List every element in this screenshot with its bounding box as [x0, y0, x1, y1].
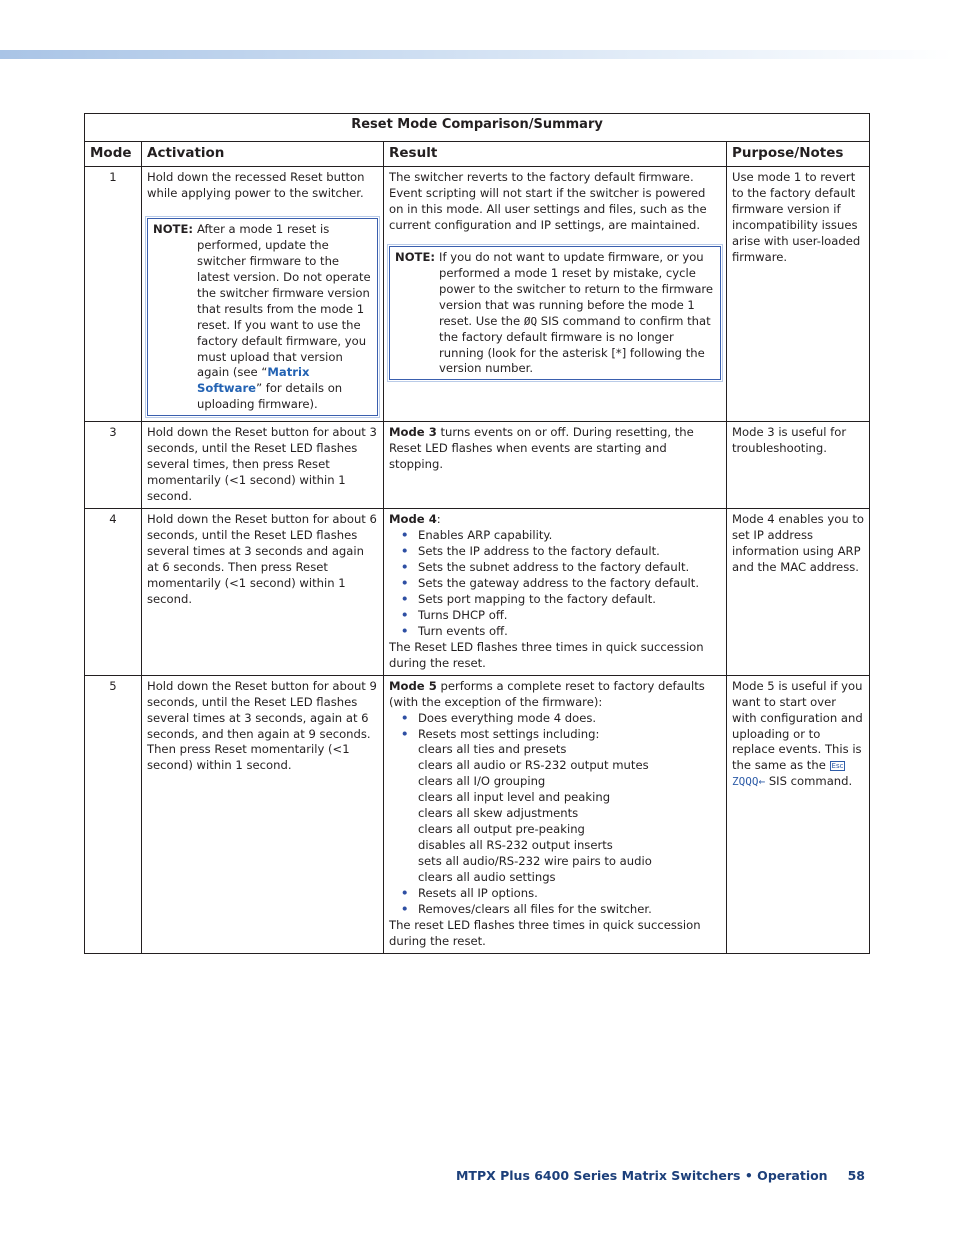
bullet-icon: •: [401, 726, 409, 741]
table-caption: Reset Mode Comparison/Summary: [85, 114, 870, 142]
sis-command: ØQ: [523, 314, 538, 328]
list-item: • Enables ARP capability.: [401, 528, 553, 543]
purpose-cell: Mode 3 is useful for troubleshooting.: [727, 422, 870, 509]
list-item: • Sets port mapping to the factory default.: [401, 591, 656, 606]
mode-label: Mode 3: [389, 425, 437, 440]
sub-item: clears all skew adjustments: [418, 806, 579, 821]
purpose-cell: Use mode 1 to revert to the factory default firmware version if incompatibility issues arise with user-loaded firmware.: [727, 167, 870, 422]
activation-cell: Hold down the Reset button for about 9 seconds, until the Reset LED flashes several times at 3 seconds, again at 6 seconds, and then again at 9 seconds. Then press Reset momentarily (<1 second) within 1 second.: [142, 675, 384, 953]
bullet-icon: •: [401, 591, 409, 606]
matrix-software-link[interactable]: Matrix Software: [197, 365, 310, 396]
page-number: 58: [847, 1168, 865, 1183]
activation-cell: Hold down the Reset button for about 6 seconds, until the Reset LED flashes several times at 3 seconds and again at 6 seconds. Then press Reset momentarily (<1 second) within 1 second.: [142, 509, 384, 676]
note-label: NOTE:: [395, 249, 436, 264]
list-item: • Turn events off.: [401, 623, 508, 638]
table-row: [85, 422, 870, 509]
sis-command: ZQQQ←: [732, 775, 766, 789]
bullet-list: [389, 886, 721, 918]
table-row: [85, 509, 870, 676]
header-activation: Activation: [142, 142, 384, 167]
sub-item: clears all output pre-peaking: [418, 822, 585, 837]
footer-title: MTPX Plus 6400 Series Matrix Switchers • Operation: [455, 1168, 828, 1183]
result-footer: The reset LED flashes three times in quick succession during the reset.: [389, 917, 701, 948]
mode-cell: 3: [85, 422, 142, 509]
list-item: • Sets the gateway address to the factory default.: [401, 575, 700, 590]
sub-item: clears all audio settings: [418, 870, 556, 885]
sub-item: clears all input level and peaking: [418, 790, 611, 805]
table-header-row: [85, 142, 870, 167]
header-result: Result: [384, 142, 727, 167]
purpose-cell: Mode 4 enables you to set IP address information using ARP and the MAC address.: [727, 509, 870, 676]
sub-item: clears all ties and presets: [418, 742, 567, 757]
mode-label: Mode 5: [389, 678, 437, 693]
mode-cell: 4: [85, 509, 142, 676]
esc-key-icon: Esc: [831, 762, 844, 771]
list-item: • Removes/clears all files for the switcher.: [401, 901, 652, 916]
list-item: • Does everything mode 4 does.: [401, 710, 597, 725]
note-box: [147, 218, 378, 416]
note-text: If you do not want to update firmware, or you performed a mode 1 reset by mistake, cycle power to the switcher to return to the firmware version that was running before the mode 1 reset. Use the ØQ SIS command to confirm that the factory default firmware is no longer running (look for the asterisk [*] following the version number.: [439, 249, 714, 376]
note-text: After a mode 1 reset is performed, update the switcher firmware to the latest version. Do not operate the switcher firmware version that results from the mode 1 reset. If you want to use the factory default firmware, you must upload that version again (see “Matrix Software” for details on uploading firmware).: [197, 221, 371, 412]
sub-item: sets all audio/RS-232 wire pairs to audio: [418, 854, 652, 869]
activation-text: Hold down the recessed Reset button while applying power to the switcher.: [147, 170, 365, 200]
bullet-icon: •: [401, 575, 409, 590]
bullet-list: [389, 528, 721, 640]
result-cell: [384, 167, 727, 422]
list-item: • Sets the subnet address to the factory default.: [401, 559, 690, 574]
header-gradient-bar: [0, 50, 954, 59]
mode-label: Mode 4: [389, 512, 437, 527]
bullet-icon: •: [401, 528, 409, 543]
note-box: [389, 246, 721, 381]
note-label: NOTE:: [153, 221, 194, 236]
table-row: [85, 675, 870, 953]
list-item: • Turns DHCP off.: [401, 607, 508, 622]
sub-item: clears all I/O grouping: [418, 774, 546, 789]
result-cell: Mode 5 performs a complete reset to factory defaults (with the exception of the firmware): • Does everything mode 4 does. • Resets most settings including: clears all ties and presets clears all audio or RS-232 output mutes clears all I/O grouping clears all input level and peaking clears all skew adjustments clears all output pre-peaking disables all RS-232 output inserts sets all audio/RS-232 wire pairs to audio clears all audio settings • Resets all IP options. • Removes/clears all files for the switcher. The reset LED flashes three times in quick succession during the reset.: [384, 675, 727, 953]
bullet-icon: •: [401, 559, 409, 574]
page-footer: [456, 1168, 865, 1183]
table-row: [85, 167, 870, 422]
sub-item: disables all RS-232 output inserts: [418, 838, 613, 853]
bullet-icon: •: [401, 886, 409, 901]
mode-cell: 5: [85, 675, 142, 953]
result-footer: The Reset LED flashes three times in quick succession during the reset.: [389, 639, 704, 670]
list-item: • Sets the IP address to the factory default.: [401, 544, 660, 559]
list-item: • Resets all IP options.: [401, 886, 538, 901]
result-text: The switcher reverts to the factory default firmware. Event scripting will not start if the switcher is powered on in this mode. All user settings and files, such as the current configuration and IP settings, are maintained.: [389, 170, 707, 232]
result-text: turns events on or off. During resetting, the Reset LED flashes when events are starting and stopping.: [389, 425, 694, 472]
header-purpose: Purpose/Notes: [727, 142, 870, 167]
result-cell: [384, 422, 727, 509]
sub-item: clears all audio or RS-232 output mutes: [418, 758, 649, 773]
bullet-list: [389, 711, 721, 743]
result-cell: Mode 4: • Enables ARP capability. • Sets the IP address to the factory default. • Sets the subnet address to the factory default. • Sets the gateway address to the factory default. • Sets port mapping to the factory default. • Turns DHCP off. • Turn events off. The Reset LED flashes three times in quick succession during the reset.: [384, 509, 727, 676]
purpose-cell: Mode 5 is useful if you want to start over with configuration and uploading or to replace events. This is the same as the EscZQQQ← SIS command.: [727, 675, 870, 953]
bullet-icon: •: [401, 623, 409, 638]
bullet-icon: •: [401, 901, 409, 916]
bullet-icon: •: [401, 607, 409, 622]
header-mode: Mode: [85, 142, 142, 167]
reset-mode-table: [84, 113, 870, 954]
bullet-icon: •: [401, 710, 409, 725]
activation-cell: [142, 167, 384, 422]
mode-cell: 1: [85, 167, 142, 422]
list-item: • Resets most settings including:: [401, 726, 600, 741]
activation-cell: Hold down the Reset button for about 3 seconds, until the Reset LED flashes several times, then press Reset momentarily (<1 second) within 1 second.: [142, 422, 384, 509]
bullet-icon: •: [401, 544, 409, 559]
